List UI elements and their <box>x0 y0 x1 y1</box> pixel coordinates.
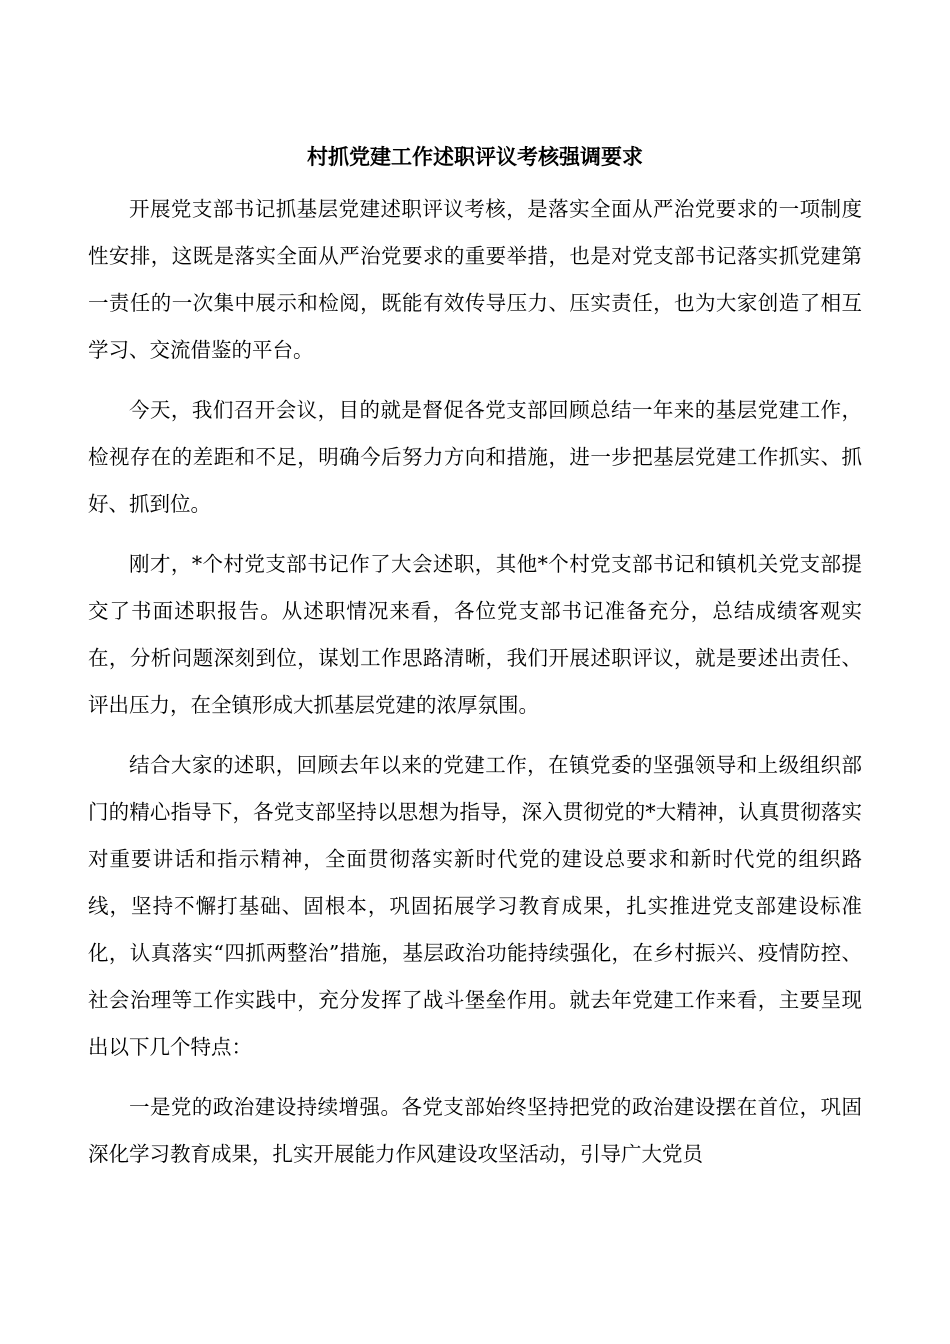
document-body <box>88 186 862 1191</box>
paragraph-4: 结合大家的述职，回顾去年以来的党建工作，在镇党委的坚强领导和上级组织部门的精心指导下，各党支部坚持以思想为指导，深入贯彻党的*大精神，认真贯彻落实对重要讲话和指示精神，全面贯彻落实新时代党的建设总要求和新时代党的组织路线，坚持不懈打基础、固根本，巩固拓展学习教育成果，扎实推进党支部建设标准化，认真落实“四抓两整治”措施，基层政治功能持续强化，在乡村振兴、疫情防控、社会治理等工作实践中，充分发挥了战斗堡垒作用。就去年党建工作来看，主要呈现出以下几个特点： <box>88 753 862 1059</box>
paragraph-2: 今天，我们召开会议，目的就是督促各党支部回顾总结一年来的基层党建工作，检视存在的差距和不足，明确今后努力方向和措施，进一步把基层党建工作抓实、抓好、抓到位。 <box>88 398 862 516</box>
paragraph-5: 一是党的政治建设持续增强。各党支部始终坚持把党的政治建设摆在首位，巩固深化学习教育成果，扎实开展能力作风建设攻坚活动，引导广大党员 <box>88 1095 862 1166</box>
paragraph-1: 开展党支部书记抓基层党建述职评议考核，是落实全面从严治党要求的一项制度性安排，这既是落实全面从严治党要求的重要举措，也是对党支部书记落实抓党建第一责任的一次集中展示和检阅，既能有效传导压力、压实责任，也为大家创造了相互学习、交流借鉴的平台。 <box>88 197 862 362</box>
document-title: 村抓党建工作述职评议考核强调要求 <box>307 144 643 169</box>
paragraph-3: 刚才，*个村党支部书记作了大会述职，其他*个村党支部书记和镇机关党支部提交了书面述职报告。从述职情况来看，各位党支部书记准备充分，总结成绩客观实在，分析问题深刻到位，谋划工作思路清晰，我们开展述职评议，就是要述出责任、评出压力，在全镇形成大抓基层党建的浓厚氛围。 <box>88 552 862 717</box>
